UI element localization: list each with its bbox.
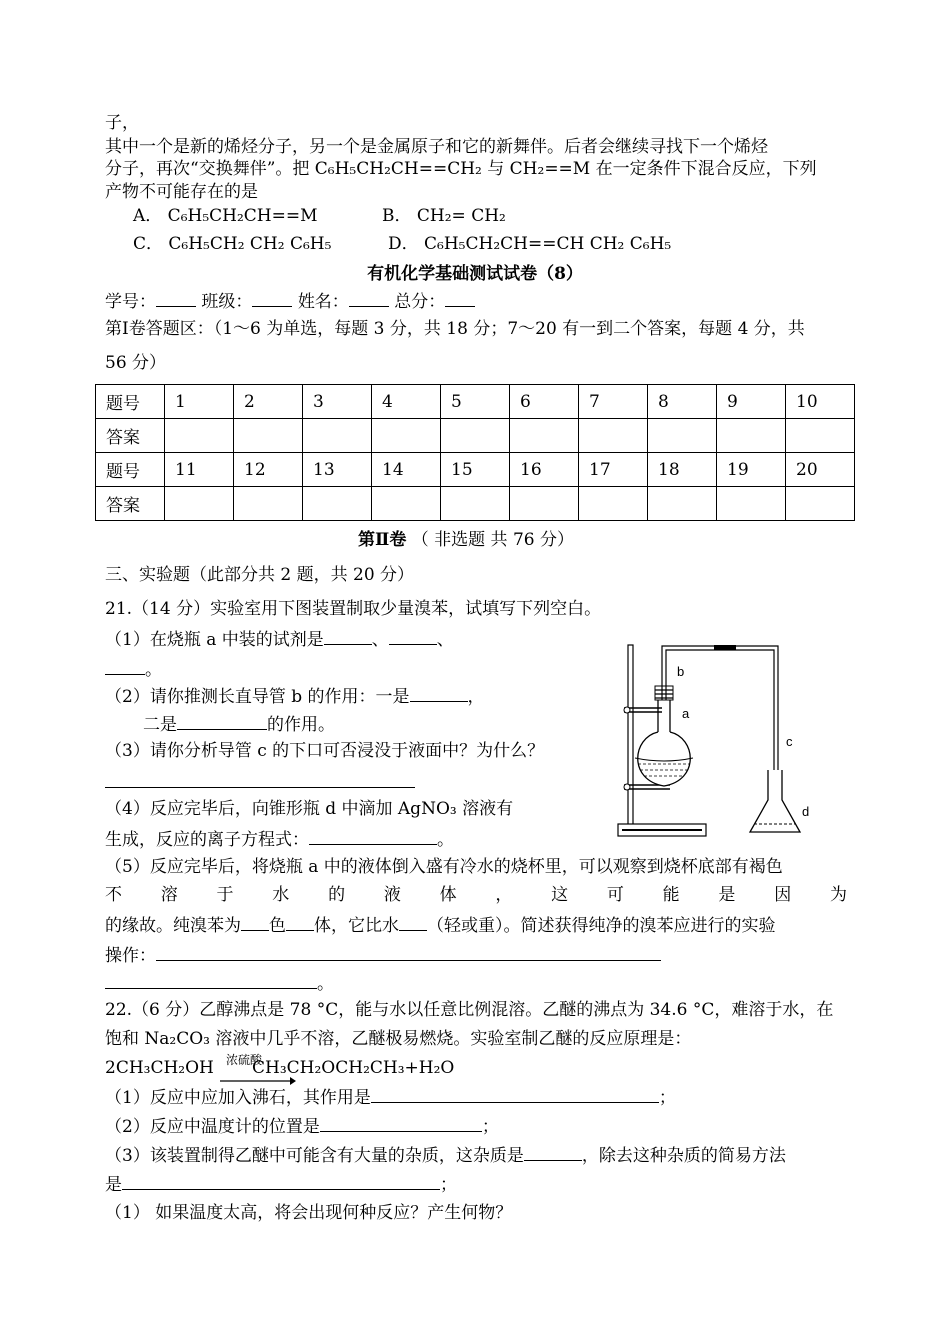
answer-blank[interactable] xyxy=(389,627,437,645)
q22-sub2 xyxy=(105,1114,499,1138)
answer-blank[interactable] xyxy=(399,913,427,931)
question-number: 1 xyxy=(165,385,234,419)
answer-blank[interactable] xyxy=(524,1143,582,1161)
question-number: 19 xyxy=(717,453,786,487)
flask-a xyxy=(638,732,691,786)
student-no-label: 学号： xyxy=(105,292,156,312)
text-line: 产物不可能存在的是 xyxy=(105,182,258,202)
answer-blank[interactable] xyxy=(320,1114,482,1132)
q21-part2 xyxy=(105,684,485,708)
semicolon: ； xyxy=(440,1175,457,1195)
text: 体，它比水 xyxy=(314,916,399,936)
period: 。 xyxy=(145,660,162,680)
text: （1）反应中应加入沸石，其作用是 xyxy=(105,1088,371,1108)
text-line: 子， xyxy=(105,113,139,133)
separator: 、 xyxy=(371,630,389,650)
option-b: B． CH₂= CH₂ xyxy=(382,206,506,226)
char: 因 xyxy=(774,885,792,905)
question-number: 10 xyxy=(786,385,855,419)
question-number: 16 xyxy=(510,453,579,487)
char: 为 xyxy=(829,885,847,905)
table-row xyxy=(96,453,855,487)
text: ，除去这种杂质的简易方法 xyxy=(581,1146,786,1166)
question-number: 12 xyxy=(234,453,303,487)
answer-cell[interactable] xyxy=(441,419,510,453)
q22-intro: 22.（6 分）乙醇沸点是 78 °C，能与水以任意比例混溶。乙醚的沸点为 34.6 °C，难溶于水，在 xyxy=(105,1000,834,1020)
question-number: 7 xyxy=(579,385,648,419)
char: 水 xyxy=(272,885,290,905)
answer-blank[interactable] xyxy=(241,913,269,931)
answer-cell[interactable] xyxy=(786,419,855,453)
answer-cell[interactable] xyxy=(786,487,855,521)
row-label: 题号 xyxy=(96,453,165,487)
answer-cell[interactable] xyxy=(579,419,648,453)
part2-heading-rest: （ 非选题 共 76 分） xyxy=(411,530,574,550)
answer-blank[interactable] xyxy=(105,657,145,675)
answer-cell[interactable] xyxy=(441,487,510,521)
stand-rod xyxy=(628,645,633,827)
q22-intro-cont: 饱和 Na₂CO₃ 溶液中几乎不溶，乙醚极易燃烧。实验室制乙醚的反应原理是： xyxy=(105,1029,692,1049)
label-d: d xyxy=(802,804,810,819)
part2-heading xyxy=(358,529,574,551)
answer-cell[interactable] xyxy=(165,487,234,521)
flask-d xyxy=(750,770,800,832)
char: ， xyxy=(495,885,513,905)
question-number: 8 xyxy=(648,385,717,419)
answer-blank[interactable] xyxy=(177,712,267,730)
score-label: 总分： xyxy=(394,292,446,312)
question-number: 20 xyxy=(786,453,855,487)
question-number: 5 xyxy=(441,385,510,419)
q21-part3-answer-line xyxy=(105,770,415,794)
flask-neck xyxy=(658,700,670,732)
answer-cell[interactable] xyxy=(510,487,579,521)
row-label: 题号 xyxy=(96,385,165,419)
q22-sub3 xyxy=(105,1143,786,1167)
semicolon: ； xyxy=(658,1088,676,1108)
answer-cell[interactable] xyxy=(165,419,234,453)
row-label: 答案 xyxy=(96,487,165,521)
q21-part5-line5 xyxy=(105,971,334,995)
answer-blank[interactable] xyxy=(286,913,314,931)
char: 体 xyxy=(439,885,457,905)
char: 的 xyxy=(328,885,346,905)
q21-p2-text: （2）请你推测长直导管 b 的作用：一是 xyxy=(105,687,410,707)
label-b: b xyxy=(677,664,685,679)
table-row xyxy=(96,487,855,521)
answer-blank[interactable] xyxy=(324,627,372,645)
score-blank[interactable] xyxy=(445,289,475,307)
q21-p4b-text: 生成，反应的离子方程式： xyxy=(105,830,309,850)
q21-part5-line4 xyxy=(105,943,661,967)
q21-part5-line3 xyxy=(105,913,776,937)
q21-part1-cont xyxy=(105,657,162,681)
q21-part4-cont xyxy=(105,827,454,851)
q22-sub3-cont xyxy=(105,1172,457,1196)
name-blank[interactable] xyxy=(349,289,389,307)
question-number: 6 xyxy=(510,385,579,419)
answer-blank[interactable] xyxy=(122,1172,440,1190)
table-row xyxy=(96,385,855,419)
text: （2）反应中温度计的位置是 xyxy=(105,1117,320,1137)
answer-cell[interactable] xyxy=(717,487,786,521)
answer-blank[interactable] xyxy=(105,770,415,788)
question-number: 18 xyxy=(648,453,717,487)
q21-part2-cont xyxy=(143,712,335,736)
student-info-line xyxy=(105,289,475,313)
student-no-blank[interactable] xyxy=(156,289,196,307)
separator: 、 xyxy=(436,630,454,650)
answer-cell[interactable] xyxy=(234,419,303,453)
text: 的缘故。纯溴苯为 xyxy=(105,916,241,936)
q21-part5: （5）反应完毕后，将烧瓶 a 中的液体倒入盛有冷水的烧杯里，可以观察到烧杯底部有褐色 xyxy=(105,857,783,877)
question-number: 14 xyxy=(372,453,441,487)
semicolon: ； xyxy=(481,1117,499,1137)
answer-cell[interactable] xyxy=(510,419,579,453)
char: 是 xyxy=(718,885,736,905)
answer-blank[interactable] xyxy=(410,684,468,702)
period: 。 xyxy=(437,830,454,850)
exam-title: 有机化学基础测试试卷（8） xyxy=(367,264,583,284)
label-c: c xyxy=(786,734,793,749)
char: 可 xyxy=(606,885,624,905)
char: 于 xyxy=(216,885,234,905)
q21-p2c-text: 的作用。 xyxy=(267,715,335,735)
char: 能 xyxy=(662,885,680,905)
question-number: 13 xyxy=(303,453,372,487)
answer-cell[interactable] xyxy=(303,487,372,521)
char: 溶 xyxy=(160,885,178,905)
q22-equation-right: CH₃CH₂OCH₂CH₃+H₂O xyxy=(252,1058,455,1078)
part2-heading-bold: 第Ⅱ卷 xyxy=(358,530,407,550)
question-number: 11 xyxy=(165,453,234,487)
label-a: a xyxy=(682,706,690,721)
answer-blank[interactable] xyxy=(156,943,661,961)
q22-sub4: （1） 如果温度太高，将会出现何种反应？产生何物？ xyxy=(105,1203,513,1223)
option-c: C． C₆H₅CH₂ CH₂ C₆H₅ xyxy=(133,234,332,254)
text: （轻或重）。简述获得纯净的溴苯应进行的实验 xyxy=(427,916,776,936)
question-number: 3 xyxy=(303,385,372,419)
question-number: 15 xyxy=(441,453,510,487)
char: 液 xyxy=(383,885,401,905)
q21-part1 xyxy=(105,627,454,651)
name-label: 姓名： xyxy=(297,292,349,312)
answer-cell[interactable] xyxy=(579,487,648,521)
answer-cell[interactable] xyxy=(648,419,717,453)
class-blank[interactable] xyxy=(252,289,292,307)
answer-cell[interactable] xyxy=(303,419,372,453)
q21-p1-text: （1）在烧瓶 a 中装的试剂是 xyxy=(105,630,324,650)
char: 这 xyxy=(551,885,569,905)
answer-cell[interactable] xyxy=(372,487,441,521)
answer-cell[interactable] xyxy=(648,487,717,521)
reaction-condition: 浓硫酸 xyxy=(226,1053,263,1067)
q21-part3: （3）请你分析导管 c 的下口可否浸没于液面中？为什么？ xyxy=(105,741,545,761)
question-number: 17 xyxy=(579,453,648,487)
answer-blank[interactable] xyxy=(371,1085,659,1103)
answer-cell[interactable] xyxy=(372,419,441,453)
row-label: 答案 xyxy=(96,419,165,453)
section-heading: 三、实验题（此部分共 2 题，共 20 分） xyxy=(105,565,415,585)
answer-blank[interactable] xyxy=(105,971,317,989)
question-number: 2 xyxy=(234,385,303,419)
q21-part5-justified xyxy=(105,884,847,906)
answer-table xyxy=(95,384,855,521)
text: （3）该装置制得乙醚中可能含有大量的杂质，这杂质是 xyxy=(105,1146,524,1166)
part1-note-cont: 56 分） xyxy=(105,353,167,373)
q22-sub1 xyxy=(105,1085,676,1109)
question-number: 9 xyxy=(717,385,786,419)
table-row xyxy=(96,419,855,453)
text-line: 分子，再次“交换舞伴”。把 C₆H₅CH₂CH==CH₂ 与 CH₂==M 在一定条件下混合反应，下列 xyxy=(105,159,817,179)
apparatus-diagram xyxy=(610,640,855,840)
q21-part4: （4）反应完毕后，向锥形瓶 d 中滴加 AgNO₃ 溶液有 xyxy=(105,799,514,819)
part1-note: 第Ⅰ卷答题区：（1～6 为单选，每题 3 分，共 18 分；7～20 有一到二个答案，每题 4 分，共 xyxy=(105,319,805,339)
answer-cell[interactable] xyxy=(234,487,303,521)
question-number: 4 xyxy=(372,385,441,419)
text-line: 其中一个是新的烯烃分子，另一个是金属原子和它的新舞伴。后者会继续寻找下一个烯烃 xyxy=(105,137,768,157)
q21-intro: 21.（14 分）实验室用下图装置制取少量溴苯，试填写下列空白。 xyxy=(105,599,602,619)
option-a: A． C₆H₅CH₂CH==M xyxy=(133,206,318,226)
class-label: 班级： xyxy=(201,292,253,312)
text: 是 xyxy=(105,1175,122,1195)
option-d: D． C₆H₅CH₂CH==CH CH₂ C₆H₅ xyxy=(388,234,672,254)
q21-p2b-text: 二是 xyxy=(143,715,177,735)
q22-equation-left: 2CH₃CH₂OH xyxy=(105,1058,214,1078)
answer-blank[interactable] xyxy=(309,827,437,845)
comma: ， xyxy=(467,687,485,707)
period: 。 xyxy=(317,974,334,994)
char: 不 xyxy=(105,885,122,905)
text: 操作： xyxy=(105,946,156,966)
text: 色 xyxy=(269,916,286,936)
answer-cell[interactable] xyxy=(717,419,786,453)
